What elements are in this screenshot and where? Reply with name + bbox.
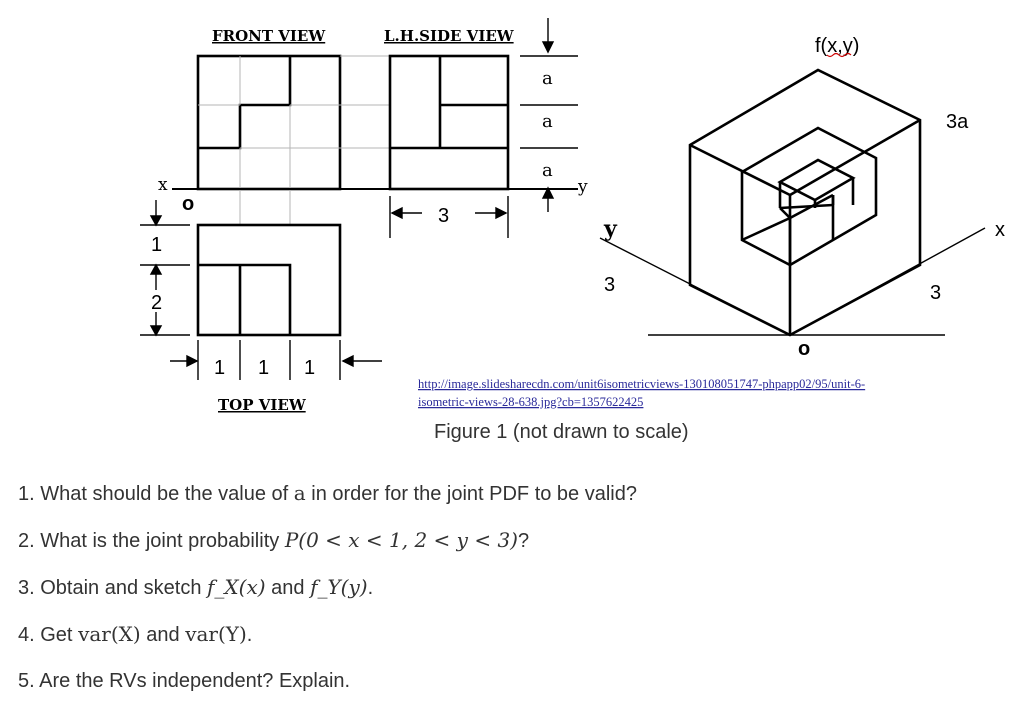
math-var-x: var(X) (78, 622, 141, 646)
figure-caption: Figure 1 (not drawn to scale) (434, 421, 689, 443)
projection-lines (240, 56, 390, 225)
side-view-label: L.H.SIDE VIEW (384, 27, 514, 45)
question-number: 2. (18, 530, 35, 552)
iso-3-right: 3 (930, 282, 942, 304)
front-view (198, 56, 340, 189)
question-3 (18, 572, 637, 619)
question-2 (18, 525, 637, 572)
question-1 (18, 478, 637, 525)
dim-1: 1 (151, 234, 163, 256)
origin-label: o (182, 193, 195, 215)
side-view (390, 56, 508, 189)
iso-y-label: y (604, 216, 617, 242)
dim-a-2: a (542, 111, 553, 132)
question-number: 5. (18, 670, 35, 692)
question-text: What should be the value of (40, 483, 289, 505)
math-var-y: var(Y) (185, 622, 247, 646)
iso-f-label: f(x,y) (815, 35, 860, 57)
top-bottom-dimensions (170, 340, 382, 380)
axis-y-label: y (578, 177, 588, 197)
front-view-label: FRONT VIEW (212, 27, 326, 45)
top-dim-1b: 1 (258, 357, 270, 379)
axis-x-label: x (158, 175, 168, 195)
question-text: and (271, 577, 305, 599)
isometric-axes (600, 228, 985, 335)
question-text: Obtain and sketch (40, 577, 202, 599)
question-text: . (246, 624, 253, 646)
top-left-dimensions (140, 200, 190, 335)
source-url-line1[interactable]: http://image.slidesharecdn.com/unit6isometricviews-130108051747-phpapp02/95/unit-6- (418, 377, 866, 391)
top-dim-1a: 1 (214, 357, 226, 379)
question-5 (18, 666, 637, 713)
question-list (18, 478, 637, 713)
dim-a-3: a (542, 160, 553, 181)
question-number: 4. (18, 624, 35, 646)
iso-origin-label: o (798, 338, 811, 360)
dim-a-1: a (542, 68, 553, 89)
iso-3-left: 3 (604, 274, 616, 296)
math-joint-probability: P(0 < x < 1, 2 < y < 3) (284, 528, 518, 552)
math-a: a (293, 481, 306, 505)
top-view (198, 225, 340, 335)
side-dim-3: 3 (438, 205, 450, 227)
iso-3a-label: 3a (946, 111, 969, 133)
top-view-label: TOP VIEW (218, 396, 306, 414)
question-text: Are the RVs independent? Explain. (39, 670, 351, 692)
iso-x-label: x (995, 219, 1005, 241)
question-4 (18, 619, 637, 666)
question-text: . (367, 577, 374, 599)
question-text: Get (40, 624, 73, 646)
math-fx: f_X(x) (207, 575, 266, 599)
question-text: ? (517, 530, 530, 552)
math-fy: f_Y(y) (310, 575, 368, 599)
source-url-line2[interactable]: isometric-views-28-638.jpg?cb=1357622425 (418, 395, 644, 409)
question-text: and (146, 624, 180, 646)
question-number: 1. (18, 483, 35, 505)
isometric-view (690, 70, 920, 335)
question-text: What is the joint probability (40, 530, 280, 552)
question-number: 3. (18, 577, 35, 599)
dim-2: 2 (151, 292, 163, 314)
top-dim-1c: 1 (304, 357, 316, 379)
question-text: in order for the joint PDF to be valid? (311, 483, 637, 505)
